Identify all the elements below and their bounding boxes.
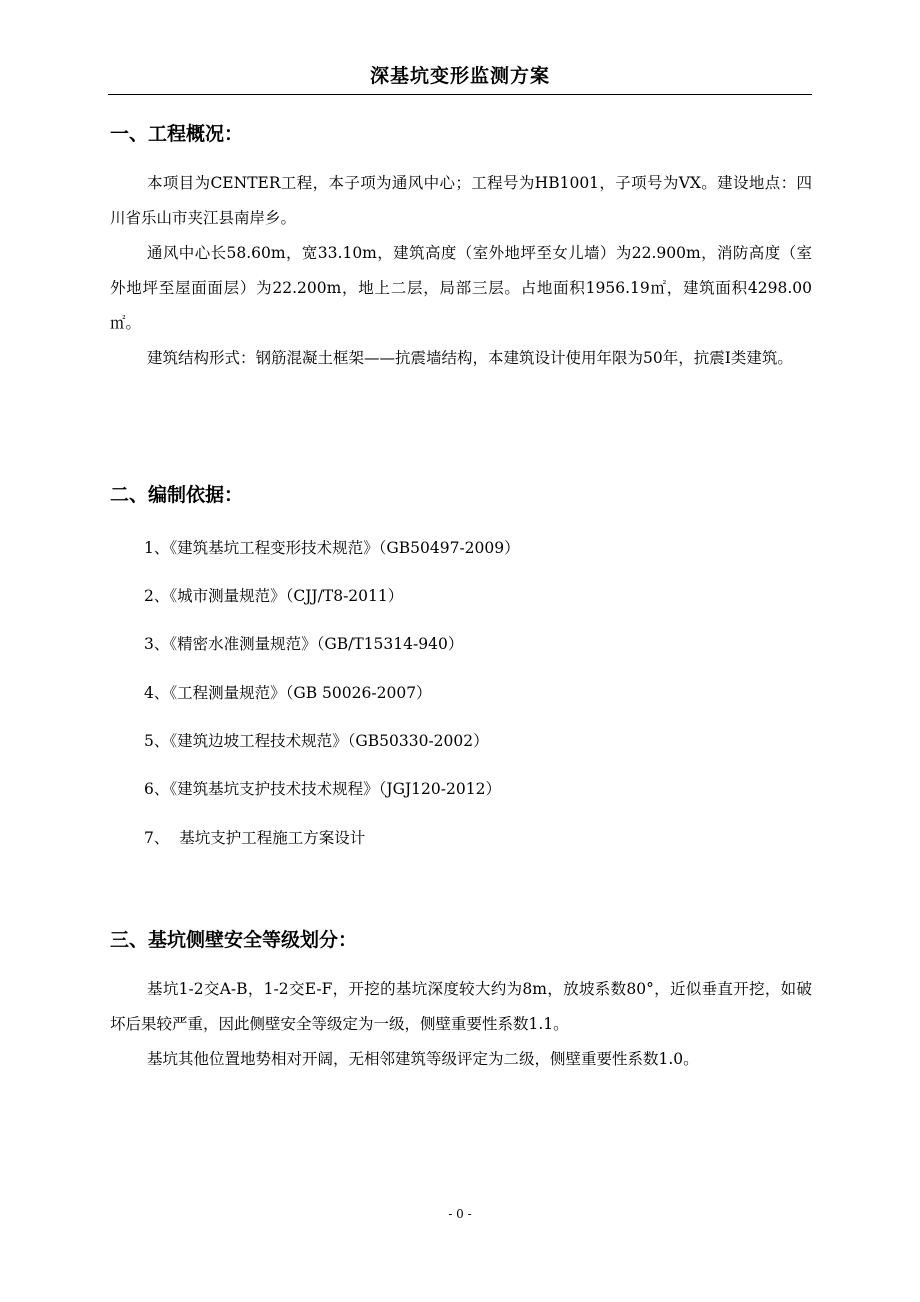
reference-item: 1、《建筑基坑工程变形技术规范》（GB50497-2009） bbox=[144, 539, 520, 557]
page-number: - 0 - bbox=[448, 1207, 472, 1221]
section-heading-safety-grade: 三、基坑侧壁安全等级划分： bbox=[110, 929, 358, 951]
reference-item: 3、《精密水准测量规范》（GB/T15314-940） bbox=[144, 635, 464, 653]
header-divider bbox=[108, 94, 812, 95]
reference-item: 4、《工程测量规范》（GB 50026-2007） bbox=[144, 684, 432, 702]
overview-paragraph-2: 通风中心长58.60m，宽33.10m，建筑高度（室外地坪至女儿墙）为22.900m，消防高度（室外地坪至屋面面层）为22.200m，地上二层，局部三层。占地面积1956.19㎡，建筑面积4298.00㎡。 bbox=[110, 244, 812, 332]
reference-item: 5、《建筑边坡工程技术规范》（GB50330-2002） bbox=[144, 732, 489, 750]
reference-item: 2、《城市测量规范》（CJJ/T8-2011） bbox=[144, 587, 404, 605]
safety-grade-paragraph-1: 基坑1-2交A-B，1-2交E-F，开挖的基坑深度较大约为8m，放坡系数80°，近似垂直开挖，如破坏后果较严重，因此侧壁安全等级定为一级，侧壁重要性系数1.1。 bbox=[110, 980, 812, 1033]
reference-item: 6、《建筑基坑支护技术技术规程》（JGJ120-2012） bbox=[144, 780, 501, 798]
overview-paragraph-1: 本项目为CENTER工程，本子项为通风中心；工程号为HB1001，子项号为VX。建设地点：四川省乐山市夹江县南岸乡。 bbox=[110, 174, 812, 227]
overview-paragraph-3: 建筑结构形式：钢筋混凝土框架——抗震墙结构，本建筑设计使用年限为50年，抗震Ⅰ类建筑。 bbox=[147, 349, 793, 367]
section-heading-overview: 一、工程概况： bbox=[110, 123, 244, 145]
section-heading-basis: 二、编制依据： bbox=[110, 484, 244, 506]
reference-item: 7、 基坑支护工程施工方案设计 bbox=[144, 829, 366, 847]
safety-grade-paragraph-2: 基坑其他位置地势相对开阔，无相邻建筑等级评定为二级，侧壁重要性系数1.0。 bbox=[147, 1050, 699, 1068]
document-title: 深基坑变形监测方案 bbox=[369, 65, 550, 87]
